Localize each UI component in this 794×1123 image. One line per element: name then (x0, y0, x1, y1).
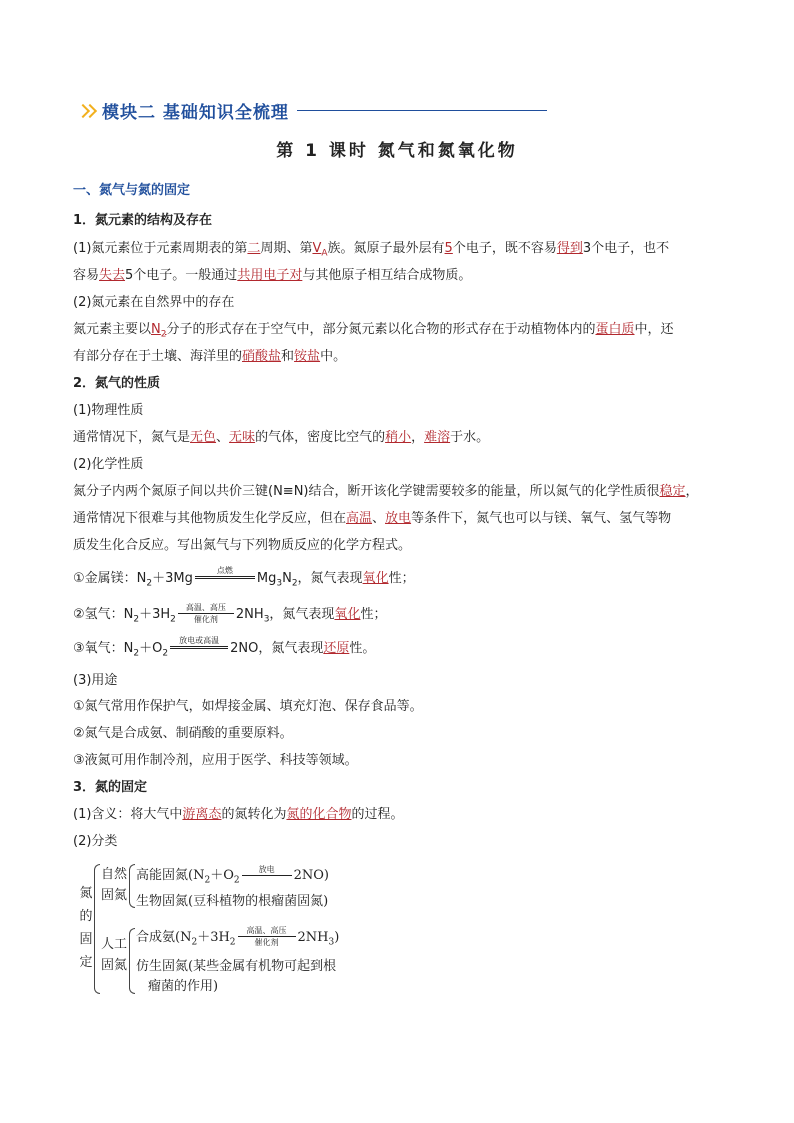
paragraph-6: (2)化学性质 (73, 457, 144, 472)
paragraph-7b: 通常情况下很难与其他物质发生化学反应，但在高温、放电等条件下，氮气也可以与镁、氧气、氢气等物 (73, 511, 672, 526)
fill-blank: 稍小 (385, 430, 412, 445)
lesson-title: 第 1 课时 氮气和氮氧化物 (276, 141, 518, 161)
paragraph-8: (3)用途 (73, 673, 118, 688)
fill-blank: 难溶 (424, 430, 451, 445)
fill-blank: 二 (247, 241, 261, 256)
biomimetic-fixation-line2: 瘤菌的作用) (148, 979, 219, 994)
fill-blank: 高温 (346, 511, 373, 526)
use-1: ①氮气常用作保护气，如焊接金属、填充灯泡、保存食品等。 (73, 699, 423, 714)
fill-blank: 放电 (385, 511, 412, 526)
subheading-1: 1．氮元素的结构及存在 (73, 213, 213, 228)
paragraph-4: (1)物理性质 (73, 403, 144, 418)
paragraph-10: (2)分类 (73, 834, 118, 849)
module-title: 模块二 基础知识全梳理 (102, 103, 289, 123)
paragraph-3a: 氮元素主要以$N_2$分子的形式存在于空气中，部分氮元素以化合物的形式存在于动植物体内的蛋白质中，还 (73, 322, 674, 340)
use-2: ②氮气是合成氨、制硝酸的重要原料。 (73, 726, 293, 741)
paragraph-2: (2)氮元素在自然界中的存在 (73, 295, 235, 310)
equation-2: ②氢气：$N_2+3H_2$ 高温、高压 催化剂 $2NH_3$，氮气表现氧化性； (73, 603, 387, 625)
paragraph-1a: (1)氮元素位于元素周期表的第二周期、第$V_A$族。氮原子最外层有5个电子，既不容易得到3个电子，也不 (73, 241, 670, 259)
use-3: ③液氮可用作制冷剂，应用于医学、科技等领域。 (73, 753, 358, 768)
fill-blank: 氮的化合物 (286, 807, 352, 822)
high-energy-fixation: 高能固氮($N_2+O_2$ 放电 2NO) (136, 864, 329, 886)
fill-blank: 还原 (323, 641, 350, 656)
subheading-2: 2．氮气的性质 (73, 376, 161, 391)
root-brace (94, 864, 100, 994)
fill-blank: 失去 (99, 268, 126, 283)
fill-blank: 氧化 (362, 571, 389, 586)
artificial-label: 人工 固氮 (101, 937, 128, 973)
paragraph-1b: 容易失去5个电子。一般通过共用电子对与其他原子相互结合成物质。 (73, 268, 472, 283)
fill-blank: 共用电子对 (237, 268, 303, 283)
fill-blank: 无色 (190, 430, 217, 445)
classification-diagram (75, 858, 375, 998)
fill-blank: 无味 (229, 430, 256, 445)
header-rule (297, 110, 547, 111)
equation-1: ①金属镁：$N_2+3Mg$ 点燃 $Mg_3N_2$，氮气表现氧化性； (73, 566, 415, 589)
paragraph-9: (1)含义：将大气中游离态的氮转化为氮的化合物的过程。 (73, 807, 404, 822)
double-chevron-icon (78, 103, 98, 119)
artificial-brace (129, 928, 135, 994)
paragraph-7c: 质发生化合反应。写出氮气与下列物质反应的化学方程式。 (73, 538, 412, 553)
natural-brace (129, 864, 135, 908)
fill-blank: 稳定 (659, 484, 686, 499)
biological-fixation: 生物固氮(豆科植物的根瘤菌固氮) (136, 894, 329, 909)
equation-3: ③氧气：$N_2+O_2$ 放电或高温 2NO，氮气表现还原性。 (73, 636, 376, 659)
paragraph-5: 通常情况下，氮气是无色、无味的气体，密度比空气的稍小，难溶于水。 (73, 430, 490, 445)
fill-blank: 游离态 (182, 807, 222, 822)
ammonia-synthesis: 合成氨($N_2+3H_2$ 高温、高压 催化剂 $2NH_3$) (136, 926, 340, 948)
fill-blank: 5 (444, 241, 453, 256)
fill-blank: 蛋白质 (595, 322, 635, 337)
biomimetic-fixation-line1: 仿生固氮(某些金属有机物可起到根 (136, 959, 337, 974)
fill-blank: 氧化 (334, 607, 361, 622)
paragraph-3b: 有部分存在于土壤、海洋里的硝酸盐和铵盐中。 (73, 349, 347, 364)
natural-label: 自然 固氮 (101, 867, 128, 903)
paragraph-7a: 氮分子内两个氮原子间以共价三键(N≡N)结合，断开该化学键需要较多的能量，所以氮气的化学性质很稳定， (73, 484, 699, 499)
fill-blank: $V_A$ (312, 241, 328, 259)
module-header (78, 98, 547, 123)
root-label: 氮 的 固 定 (79, 886, 93, 970)
subheading-3: 3．氮的固定 (73, 780, 148, 795)
fill-blank: 得到 (556, 241, 583, 256)
fill-blank: 铵盐 (294, 349, 321, 364)
section-heading: 一、氮气与氮的固定 (73, 183, 191, 198)
fill-blank: $N_2$ (151, 322, 167, 340)
fill-blank: 硝酸盐 (242, 349, 282, 364)
